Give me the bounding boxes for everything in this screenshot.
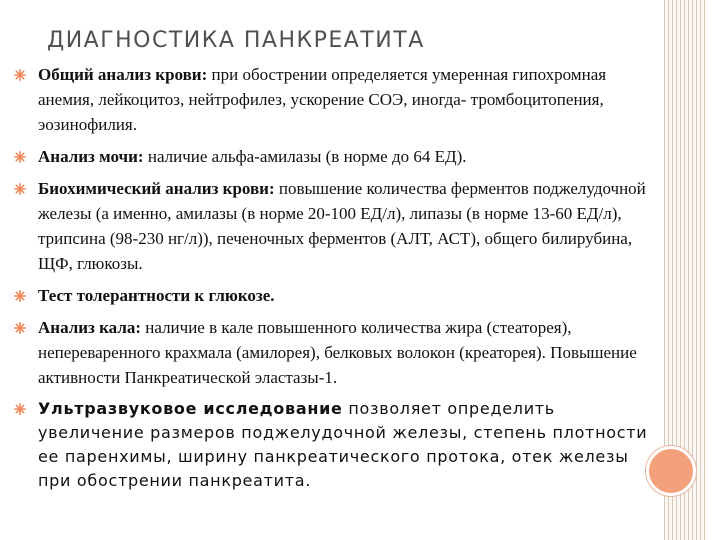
decorative-side-edge <box>706 0 720 540</box>
list-item <box>12 176 652 276</box>
list-item <box>12 62 652 137</box>
item-text: наличие альфа-амилазы (в норме до 64 ЕД). <box>143 147 467 166</box>
item-lead: Анализ кала: <box>38 318 142 337</box>
list-item <box>12 315 652 390</box>
sunburst-bullet-icon <box>14 403 26 415</box>
item-text: повышение количества ферментов поджелудочной железы (а именно, амилазы (в норме 20-100 ЕД/л), липазы (в норме 13-60 ЕД/л), трипсина (98-230 нг/л)), печеночных ферментов (АЛТ, АСТ), общего билирубина, ЩФ, глюкозы. <box>38 179 646 273</box>
item-text: наличие в кале повышенного количества жира (стеаторея), непереваренного крахмала (амилорея), белковых волокон (креаторея). Повышение активности Панкреатической эластазы-1. <box>38 318 637 387</box>
sunburst-bullet-icon <box>14 183 26 195</box>
sunburst-bullet-icon <box>14 69 26 81</box>
item-lead: Тест толерантности к глюкозе. <box>38 286 275 305</box>
item-lead: Общий анализ крови: <box>38 65 208 84</box>
item-lead: Анализ мочи: <box>38 147 144 166</box>
sunburst-bullet-icon <box>14 151 26 163</box>
sunburst-bullet-icon <box>14 290 26 302</box>
item-text: при обострении определяется умеренная гипохромная анемия, лейкоцитоз, нейтрофилез, ускорение СОЭ, иногда- тромбоцитопения, эозинофилия. <box>38 65 607 134</box>
item-text: позволяет определить увеличение размеров поджелудочной железы, степень плотности ее паренхимы, ширину панкреатического протока, отек железы при обострении панкреатита. <box>38 399 648 490</box>
bullet-list <box>12 62 652 500</box>
decorative-circle <box>646 446 696 496</box>
list-item <box>12 144 652 169</box>
list-item <box>12 283 652 308</box>
list-item <box>12 397 652 493</box>
item-lead: Биохимический анализ крови: <box>38 179 275 198</box>
item-lead: Ультразвуковое исследование <box>38 399 343 418</box>
slide-title: ДИАГНОСТИКА ПАНКРЕАТИТА <box>47 28 425 53</box>
sunburst-bullet-icon <box>14 322 26 334</box>
